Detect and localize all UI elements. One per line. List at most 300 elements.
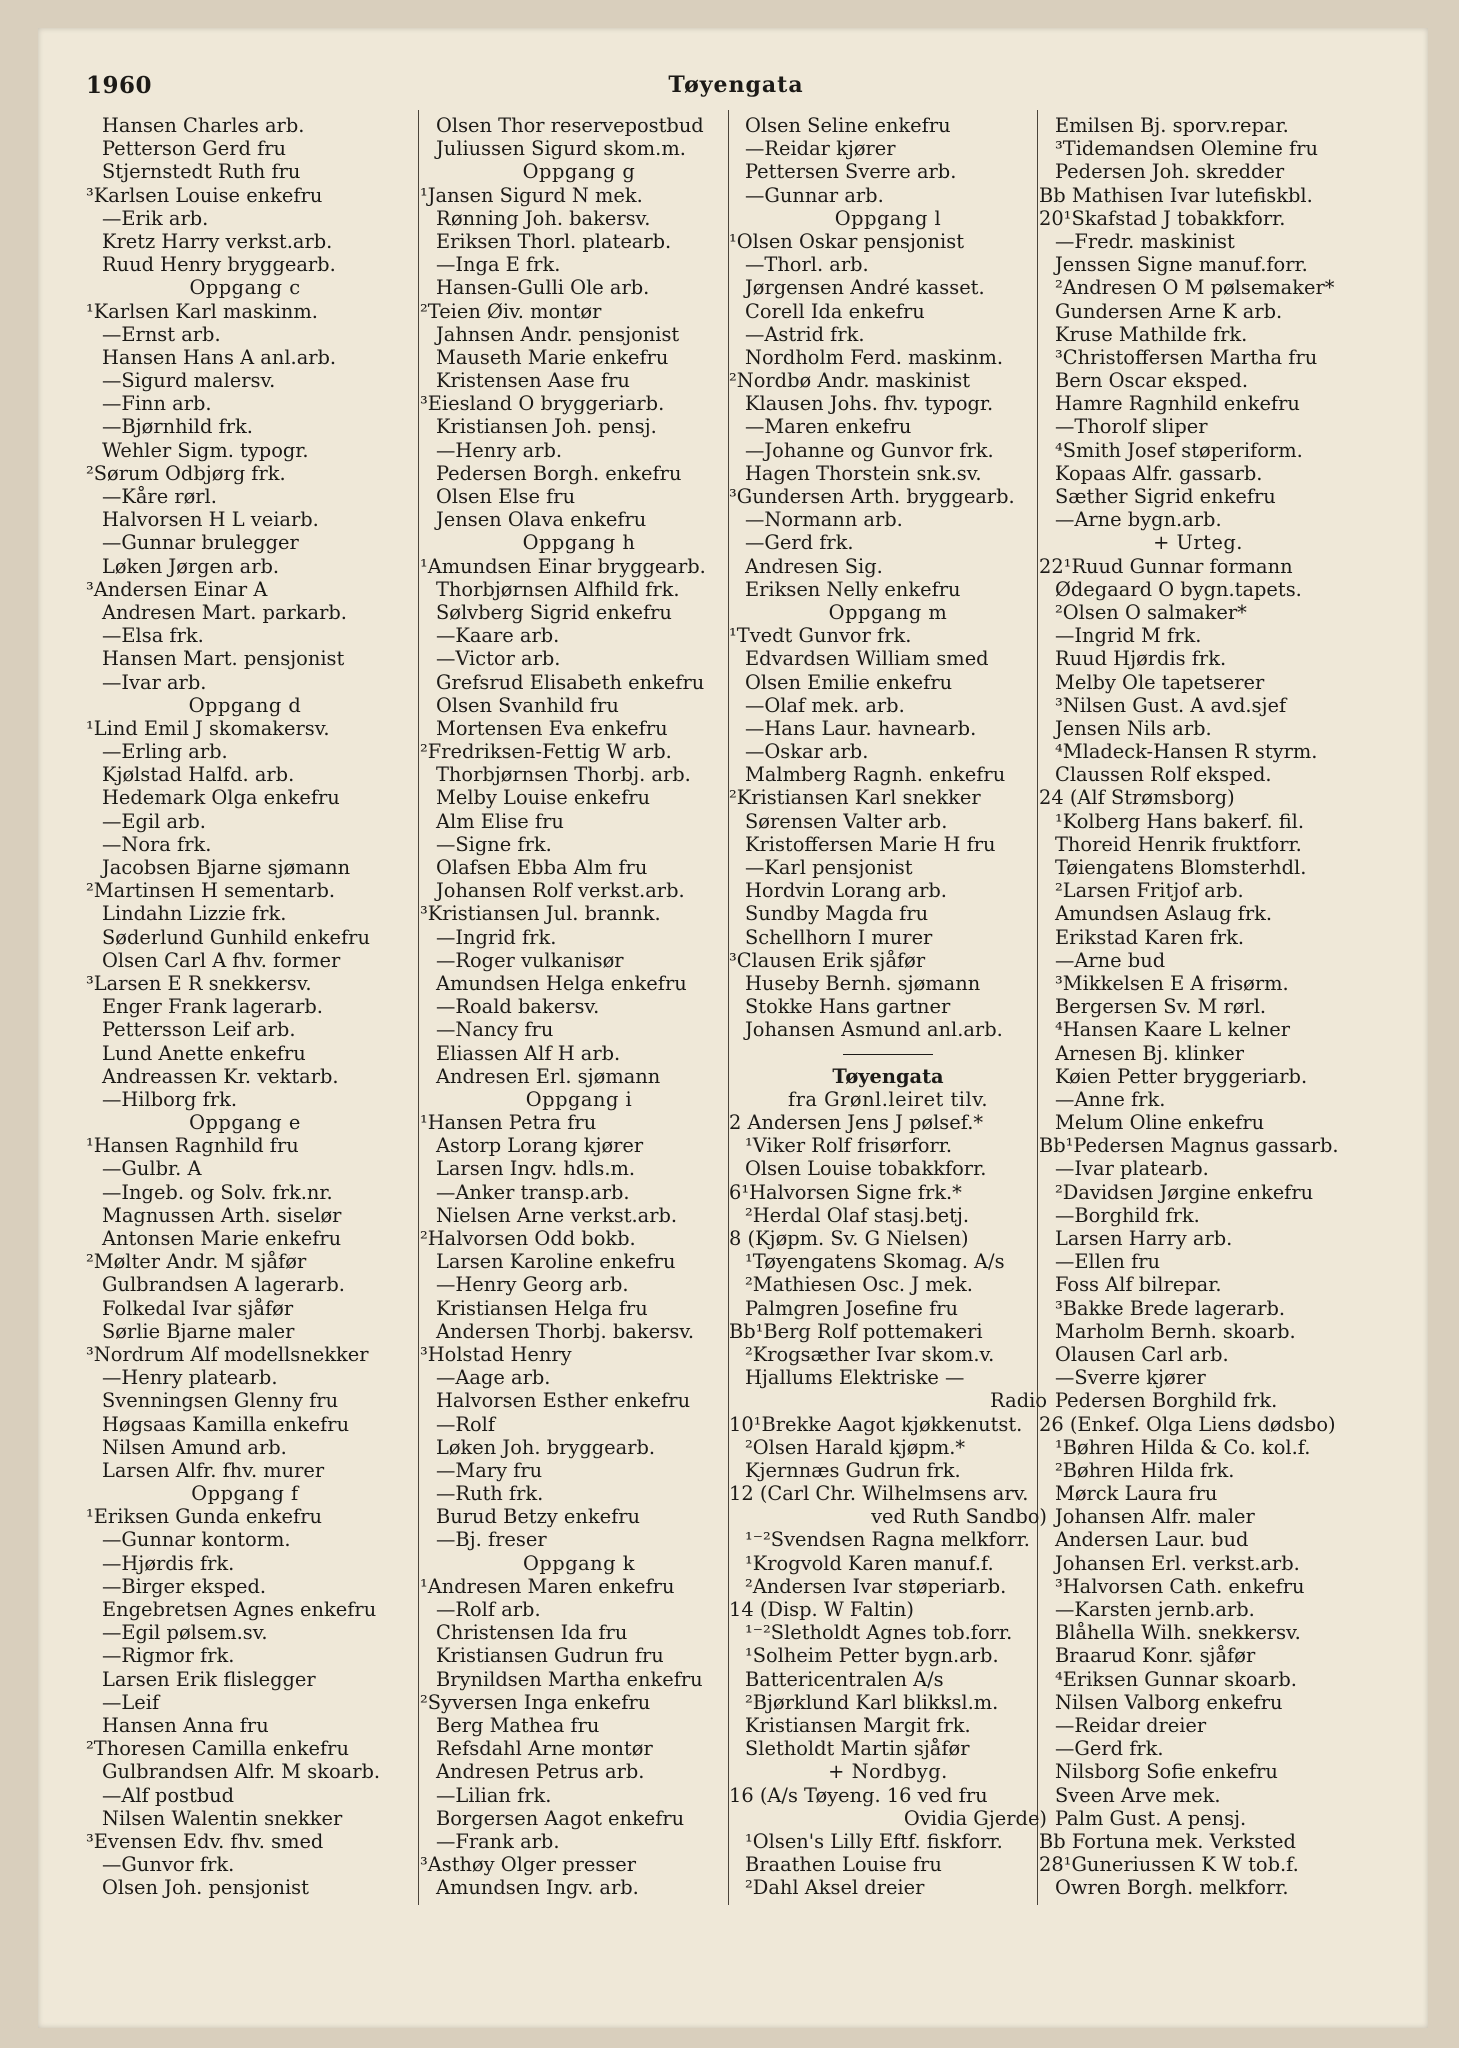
directory-entry: Køien Petter bryggeriarb. (1055, 1064, 1308, 1088)
directory-entry: ¹⁻²Sletholdt Agnes tob.forr. (745, 1621, 1013, 1645)
directory-entry: —Oskar arb. (745, 740, 869, 764)
directory-entry: Olsen Joh. pensjonist (102, 1876, 309, 1900)
directory-entry: ³Nordrum Alf modellsnekker (86, 1342, 369, 1366)
section-heading: Oppgang m (828, 600, 948, 624)
directory-entry: Ødegaard O bygn.tapets. (1055, 577, 1302, 601)
directory-entry: Thorbjørnsen Thorbj. arb. (436, 763, 691, 787)
directory-entry: Olsen Carl A fhv. former (102, 948, 341, 972)
directory-entry: ²Larsen Fritjof arb. (1055, 879, 1244, 903)
directory-entry: ¹Olsen's Lilly Eftf. fiskforr. (745, 1829, 1003, 1853)
directory-entry: Jenssen Signe manuf.forr. (1055, 253, 1308, 277)
directory-entry: Amundsen Aslaug frk. (1055, 902, 1272, 926)
directory-entry: Pettersen Sverre arb. (745, 160, 957, 184)
section-heading: + Nordbyg. (828, 1760, 948, 1784)
directory-entry: ⁴Mladeck-Hansen R styrm. (1055, 740, 1318, 764)
directory-entry: Owren Borgh. melkforr. (1055, 1876, 1289, 1900)
directory-entry: Johansen Alfr. maler (1055, 1505, 1255, 1529)
directory-entry: Christensen Ida fru (436, 1621, 628, 1645)
directory-entry: Berg Mathea fru (436, 1713, 600, 1737)
directory-entry: Folkedal Ivar sjåfør (102, 1296, 294, 1320)
directory-entry: ¹Solheim Petter bygn.arb. (745, 1644, 999, 1668)
directory-entry: 10¹Brekke Aagot kjøkkenutst. (729, 1412, 1023, 1436)
directory-entry: —Ivar arb. (102, 670, 207, 694)
directory-entry: 24 (Alf Strømsborg) (1039, 786, 1235, 810)
directory-entry: ²Andresen O M pølsemaker* (1055, 276, 1335, 300)
directory-entry: —Rolf (436, 1412, 496, 1436)
directory-entry: Sletholdt Martin sjåfør (745, 1737, 970, 1761)
directory-entry: ²Martinsen H sementarb. (86, 879, 336, 903)
directory-entry: Høgsaas Kamilla enkefru (102, 1412, 350, 1436)
directory-entry: Klausen Johs. fhv. typogr. (745, 392, 994, 416)
directory-entry: Sølvberg Sigrid enkefru (436, 600, 672, 624)
directory-entry: Kruse Mathilde frk. (1055, 322, 1248, 346)
directory-entry: Melum Oline enkefru (1055, 1111, 1265, 1135)
section-heading: Oppgang l (834, 206, 942, 230)
directory-entry: ¹Karlsen Karl maskinm. (86, 299, 318, 323)
directory-entry: ¹Hansen Ragnhild fru (86, 1134, 299, 1158)
directory-entry: 26 (Enkef. Olga Liens dødsbo) (1039, 1412, 1336, 1436)
directory-entry: ²Olsen O salmaker* (1055, 600, 1247, 624)
directory-entry: Kjernnæs Gudrun frk. (745, 1458, 961, 1482)
directory-entry: 6¹Halvorsen Signe frk.* (729, 1180, 962, 1204)
directory-entry: 16 (A/s Tøyeng. 16 ved fru (729, 1783, 988, 1807)
directory-entry: —Frank arb. (436, 1829, 560, 1853)
directory-entry: —Egil arb. (102, 809, 206, 833)
directory-entry: ¹Hansen Petra fru (420, 1111, 597, 1135)
directory-entry: Andresen Erl. sjømann (436, 1064, 661, 1088)
directory-entry: Mauseth Marie enkefru (436, 345, 669, 369)
directory-entry: Radio (990, 1389, 1047, 1413)
directory-entry: Engebretsen Agnes enkefru (102, 1598, 377, 1621)
directory-entry: —Rigmor frk. (102, 1644, 235, 1668)
directory-entry: —Bj. freser (436, 1528, 547, 1552)
directory-entry: Marholm Bernh. skoarb. (1055, 1319, 1296, 1343)
section-heading: Oppgang i (525, 1087, 633, 1111)
directory-entry: —Henry Georg arb. (436, 1273, 629, 1297)
directory-entry: ³Kristiansen Jul. brannk. (420, 902, 661, 926)
directory-entry: Sundby Magda fru (745, 902, 929, 926)
directory-entry: Pedersen Borgh. enkefru (436, 461, 682, 485)
directory-entry: ¹Kolberg Hans bakerf. fil. (1055, 809, 1305, 833)
directory-entry: Eriksen Nelly enkefru (745, 577, 961, 601)
directory-entry: —Arne bygn.arb. (1055, 508, 1222, 532)
directory-entry: Amundsen Ingv. arb. (436, 1876, 639, 1900)
directory-entry: Melby Ole tapetserer (1055, 670, 1265, 694)
directory-entry: Nilsen Valborg enkefru (1055, 1690, 1283, 1714)
directory-entry: 20¹Skafstad J tobakkforr. (1039, 206, 1286, 230)
directory-entry: —Lilian frk. (436, 1783, 552, 1807)
directory-entry: Nilsborg Sofie enkefru (1055, 1760, 1278, 1784)
directory-entry: 8 (Kjøpm. Sv. G Nielsen) (729, 1227, 969, 1250)
directory-entry: Thorbjørnsen Alfhild frk. (436, 577, 680, 601)
directory-entry: Mortensen Eva enkefru (436, 716, 668, 740)
directory-entry: Mørck Laura fru (1055, 1482, 1218, 1506)
directory-entry: Olafsen Ebba Alm fru (436, 856, 648, 879)
directory-entry: Kopaas Alfr. gassarb. (1055, 461, 1263, 485)
directory-entry: Alm Elise fru (436, 809, 564, 833)
directory-entry: —Ellen fru (1055, 1250, 1161, 1274)
directory-entry: Hansen-Gulli Ole arb. (436, 276, 650, 300)
directory-entry: ⁴Hansen Kaare L kelner (1055, 1018, 1291, 1042)
column-rule (418, 110, 419, 1905)
directory-entry: Sørensen Valter arb. (745, 809, 948, 833)
column-2 (420, 114, 738, 1914)
directory-entry: Olausen Carl arb. (1055, 1342, 1229, 1366)
directory-entry: Battericentralen A/s (745, 1667, 944, 1691)
directory-entry: Hjallums Elektriske — (745, 1366, 965, 1390)
directory-entry: ²Teien Øiv. montør (420, 299, 602, 323)
directory-entry: —Rolf arb. (436, 1598, 541, 1621)
directory-entry: Søderlund Gunhild enkefru (102, 925, 370, 949)
directory-entry: Juliussen Sigurd skom.m. (436, 137, 686, 161)
section-heading: Oppgang d (188, 693, 302, 717)
directory-entry: Kristiansen Helga fru (436, 1296, 648, 1320)
directory-entry: Gulbrandsen A lagerarb. (102, 1273, 345, 1297)
directory-entry: ¹Andresen Maren enkefru (420, 1574, 675, 1598)
directory-entry: Burud Betzy enkefru (436, 1505, 641, 1529)
directory-entry: Løken Jørgen arb. (102, 554, 280, 578)
directory-entry: ²Syversen Inga enkefru (420, 1690, 651, 1714)
directory-entry: —Sigurd malersv. (102, 369, 276, 393)
column-1 (86, 114, 404, 1914)
directory-entry: —Astrid frk. (745, 322, 865, 346)
directory-entry: ¹Tøyengatens Skomag. A/s (745, 1250, 1005, 1274)
directory-entry: —Inga E frk. (436, 253, 561, 277)
directory-entry: —Olaf mek. arb. (745, 693, 905, 717)
directory-entry: Larsen Erik flislegger (102, 1667, 316, 1691)
directory-entry: ²Nordbø Andr. maskinist (729, 369, 970, 393)
directory-entry: —Thorolf sliper (1055, 415, 1208, 439)
directory-entry: Gulbrandsen Alfr. M skoarb. (102, 1760, 381, 1784)
directory-entry: Bb¹Pedersen Magnus gassarb. (1039, 1134, 1339, 1158)
directory-entry: —Ingrid M frk. (1055, 624, 1202, 648)
directory-entry: Antonsen Marie enkefru (102, 1227, 342, 1250)
page-header (86, 44, 1386, 99)
directory-entry: ²Halvorsen Odd bokb. (420, 1227, 636, 1250)
directory-entry: Astorp Lorang kjører (436, 1134, 644, 1158)
directory-entry: ¹Lind Emil J skomakersv. (86, 716, 330, 740)
directory-entry: Petterson Gerd fru (102, 137, 287, 161)
directory-entry: —Hans Laur. havnearb. (745, 716, 977, 740)
directory-entry: —Johanne og Gunvor frk. (745, 438, 994, 462)
directory-entry: 12 (Carl Chr. Wilhelmsens arv. (729, 1482, 1029, 1506)
directory-entry: 22¹Ruud Gunnar formann (1039, 554, 1293, 578)
directory-entry: —Elsa frk. (102, 624, 204, 648)
section-heading: + Urteg. (1153, 531, 1243, 555)
directory-entry: Stokke Hans gartner (745, 995, 951, 1019)
directory-entry: Nilsen Amund arb. (102, 1435, 287, 1459)
directory-entry: Larsen Harry arb. (1055, 1227, 1233, 1250)
directory-entry: Eliassen Alf H arb. (436, 1041, 621, 1065)
directory-entry: —Bjørnhild frk. (102, 415, 253, 439)
directory-entry: —Reidar dreier (1055, 1713, 1207, 1737)
directory-entry: —Maren enkefru (745, 415, 912, 439)
directory-entry: Ruud Hjørdis frk. (1055, 647, 1227, 671)
directory-entry: Andresen Petrus arb. (436, 1760, 645, 1784)
directory-entry: Blåhella Wilh. snekkersv. (1055, 1621, 1301, 1645)
directory-entry: Jensen Nils arb. (1055, 716, 1212, 740)
directory-entry: —Thorl. arb. (745, 253, 869, 277)
directory-entry: Hansen Anna fru (102, 1713, 269, 1737)
directory-entry: Olsen Seline enkefru (745, 114, 951, 137)
directory-entry: ³Evensen Edv. fhv. smed (86, 1829, 324, 1853)
page-number: 1960 (86, 72, 153, 99)
directory-entry: —Leif (102, 1690, 160, 1714)
directory-entry: ¹Tvedt Gunvor frk. (729, 624, 912, 648)
directory-entry: Lindahn Lizzie frk. (102, 902, 287, 926)
directory-entry: Kristensen Aase fru (436, 369, 630, 393)
directory-entry: —Gunnar arb. (745, 183, 884, 207)
directory-entry: Tøiengatens Blomsterhdl. (1055, 856, 1307, 879)
directory-entry: Bergersen Sv. M rørl. (1055, 995, 1267, 1019)
directory-entry: —Victor arb. (436, 647, 561, 671)
directory-entry: —Ingeb. og Solv. frk.nr. (102, 1180, 333, 1204)
directory-entry: Olsen Thor reservepostbud (436, 114, 704, 137)
directory-entry: Svenningsen Glenny fru (102, 1389, 339, 1413)
directory-entry: Ruud Henry bryggearb. (102, 253, 336, 277)
directory-entry: Lund Anette enkefru (102, 1041, 306, 1065)
directory-entry: Hansen Mart. pensjonist (102, 647, 345, 671)
directory-entry: Bb Fortuna mek. Verksted (1039, 1829, 1296, 1853)
directory-entry: ⁴Smith Josef støperiform. (1055, 438, 1303, 462)
directory-entry: ³Bakke Brede lagerarb. (1055, 1296, 1286, 1320)
directory-entry: —Gunnar brulegger (102, 531, 299, 555)
directory-entry: ³Christoffersen Martha fru (1055, 345, 1318, 369)
directory-entry: Wehler Sigm. typogr. (102, 438, 309, 462)
directory-entry: ¹Bøhren Hilda & Co. kol.f. (1055, 1435, 1311, 1459)
directory-entry: —Egil pølsem.sv. (102, 1621, 268, 1645)
directory-entry: ¹Viker Rolf frisørforr. (745, 1134, 953, 1158)
directory-entry: Melby Louise enkefru (436, 786, 651, 810)
directory-entry: Nielsen Arne verkst.arb. (436, 1203, 678, 1227)
directory-entry: Larsen Karoline enkefru (436, 1250, 676, 1274)
directory-entry: ¹Eriksen Gunda enkefru (86, 1505, 322, 1529)
directory-entry: —Reidar kjører (745, 137, 896, 161)
section-heading: Oppgang h (522, 531, 636, 555)
directory-entry: ¹Jansen Sigurd N mek. (420, 183, 643, 207)
directory-entry: —Anker transp.arb. (436, 1180, 630, 1204)
directory-entry: Gundersen Arne K arb. (1055, 299, 1283, 323)
directory-entry: —Ernst arb. (102, 322, 221, 346)
directory-entry: —Karsten jernb.arb. (1055, 1598, 1255, 1621)
directory-entry: 28¹Guneriussen K W tob.f. (1039, 1853, 1299, 1877)
directory-entry: Olsen Svanhild fru (436, 693, 619, 717)
directory-entry: Jørgensen André kasset. (745, 276, 985, 300)
directory-entry: —Aage arb. (436, 1366, 551, 1390)
section-heading: Tøyengata (832, 1064, 944, 1088)
directory-entry: Foss Alf bilrepar. (1055, 1273, 1222, 1297)
directory-entry: Andersen Laur. bud (1055, 1528, 1249, 1552)
section-divider (729, 1042, 1047, 1065)
directory-entry: ²Mølter Andr. M sjåfør (86, 1250, 307, 1274)
directory-entry: Hansen Charles arb. (102, 114, 305, 137)
directory-entry: ³Gundersen Arth. bryggearb. (729, 485, 1015, 508)
directory-entry: —Gunvor frk. (102, 1853, 235, 1877)
directory-entry: Hordvin Lorang arb. (745, 879, 947, 903)
directory-entry: Eriksen Thorl. platearb. (436, 229, 672, 253)
directory-entry: —Karl pensjonist (745, 856, 913, 879)
directory-entry: Braathen Louise fru (745, 1853, 942, 1877)
directory-entry: Thoreid Henrik fruktforr. (1055, 832, 1302, 856)
directory-entry: ²Herdal Olaf stasj.betj. (745, 1203, 970, 1227)
directory-entry: Braarud Konr. sjåfør (1055, 1644, 1256, 1668)
directory-entry: Kristoffersen Marie H fru (745, 832, 996, 856)
directory-entry: Pedersen Borghild frk. (1055, 1389, 1278, 1413)
section-heading: Oppgang k (522, 1551, 635, 1575)
directory-entry: Malmberg Ragnh. enkefru (745, 763, 1006, 787)
directory-entry: Edvardsen William smed (745, 647, 989, 671)
directory-entry: Kristiansen Gudrun fru (436, 1644, 664, 1668)
directory-entry: —Finn arb. (102, 392, 212, 416)
directory-entry: ¹Olsen Oskar pensjonist (729, 229, 964, 253)
directory-entry: Kristiansen Margit frk. (745, 1713, 971, 1737)
directory-entry: ²Thoresen Camilla enkefru (86, 1737, 349, 1761)
directory-entry: ²Sørum Odbjørg frk. (86, 461, 286, 485)
directory-entry: —Hjørdis frk. (102, 1551, 235, 1575)
section-heading: Oppgang f (191, 1482, 299, 1506)
directory-entry: —Borghild frk. (1055, 1203, 1200, 1227)
directory-entry: Bb¹Berg Rolf pottemakeri (729, 1319, 983, 1343)
directory-entry: —Nancy fru (436, 1018, 554, 1042)
directory-entry: ²Dahl Aksel dreier (745, 1876, 925, 1900)
directory-entry: —Gerd frk. (745, 531, 854, 555)
directory-entry: ³Mikkelsen E A frisørm. (1055, 971, 1289, 995)
directory-entry: Palmgren Josefine fru (745, 1296, 959, 1320)
directory-entry: Nordholm Ferd. maskinm. (745, 345, 1004, 369)
directory-entry: Olsen Louise tobakkforr. (745, 1157, 987, 1181)
directory-entry: Huseby Bernh. sjømann (745, 971, 981, 995)
directory-entry: ³Tidemandsen Olemine fru (1055, 137, 1318, 161)
directory-entry: Johansen Erl. verkst.arb. (1055, 1551, 1300, 1575)
directory-entry: Halvorsen Esther enkefru (436, 1389, 691, 1413)
running-title: Tøyengata (668, 72, 804, 98)
directory-entry: —Birger eksped. (102, 1574, 267, 1598)
directory-entry: —Gulbr. A (102, 1157, 202, 1181)
directory-entry: Grefsrud Elisabeth enkefru (436, 670, 705, 694)
directory-entry: Schellhorn I murer (745, 925, 933, 949)
directory-entry: ³Eiesland O bryggeriarb. (420, 392, 665, 416)
directory-entry: —Gerd frk. (1055, 1737, 1164, 1761)
directory-entry: Refsdahl Arne montør (436, 1737, 653, 1761)
directory-entry: Andresen Sig. (745, 554, 883, 578)
directory-entry: —Ingrid frk. (436, 925, 557, 949)
directory-entry: ²Andersen Ivar støperiarb. (745, 1574, 1007, 1598)
directory-entry: Hagen Thorstein snk.sv. (745, 461, 982, 485)
directory-entry: ²Kristiansen Karl snekker (729, 786, 981, 810)
section-heading: Oppgang g (522, 160, 636, 184)
directory-entry: 14 (Disp. W Faltin) (729, 1598, 914, 1621)
directory-entry: Kristiansen Joh. pensj. (436, 415, 657, 439)
directory-entry: Jensen Olava enkefru (436, 508, 647, 532)
directory-entry: —Erling arb. (102, 740, 228, 764)
directory-entry: 2 Andersen Jens J pølsef.* (729, 1111, 984, 1135)
directory-entry: Erikstad Karen frk. (1055, 925, 1245, 949)
directory-entry: —Ivar platearb. (1055, 1157, 1209, 1181)
directory-entry: ved Ruth Sandbo) (871, 1505, 1047, 1529)
directory-entry: ¹⁻²Svendsen Ragna melkforr. (745, 1528, 1030, 1552)
directory-entry: ¹Amundsen Einar bryggearb. (420, 554, 706, 578)
directory-entry: ²Mathiesen Osc. J mek. (745, 1273, 973, 1297)
directory-entry: —Henry arb. (436, 438, 563, 462)
directory-entry: Sveen Arve mek. (1055, 1783, 1221, 1807)
directory-entry: Kjølstad Halfd. arb. (102, 763, 295, 787)
directory-entry: —Alf postbud (102, 1783, 235, 1807)
directory-entry: Stjernstedt Ruth fru (102, 160, 301, 184)
column-3 (729, 114, 1047, 1914)
directory-entry: Johansen Asmund anl.arb. (745, 1018, 1003, 1042)
directory-entry: Larsen Alfr. fhv. murer (102, 1458, 325, 1482)
directory-entry: Sæther Sigrid enkefru (1055, 485, 1276, 508)
directory-entry: Olsen Else fru (436, 485, 576, 508)
directory-entry: ³Holstad Henry (420, 1342, 572, 1366)
directory-entry: ²Fredriksen-Fettig W arb. (420, 740, 672, 764)
directory-entry: Emilsen Bj. sporv.repar. (1055, 114, 1289, 137)
directory-entry: —Normann arb. (745, 508, 903, 532)
directory-entry: Andresen Mart. parkarb. (102, 600, 347, 624)
directory-entry: Sørlie Bjarne maler (102, 1319, 295, 1343)
directory-entry: Pedersen Joh. skredder (1055, 160, 1285, 184)
directory-entry: ²Bøhren Hilda frk. (1055, 1458, 1235, 1482)
directory-entry: ³Andersen Einar A (86, 577, 268, 601)
directory-entry: ²Olsen Harald kjøpm.* (745, 1435, 966, 1459)
directory-entry: —Roger vulkanisør (436, 948, 624, 972)
directory-entry: ³Nilsen Gust. A avd.sjef (1055, 693, 1287, 717)
directory-entry: ²Davidsen Jørgine enkefru (1055, 1180, 1314, 1204)
directory-entry: —Arne bud (1055, 948, 1166, 972)
directory-entry: ³Clausen Erik sjåfør (729, 948, 926, 972)
directory-entry: —Erik arb. (102, 206, 209, 230)
directory-entry: Rønning Joh. bakersv. (436, 206, 651, 230)
directory-entry: ³Larsen E R snekkersv. (86, 971, 312, 995)
directory-entry: Arnesen Bj. klinker (1055, 1041, 1245, 1065)
directory-entry: Andreassen Kr. vektarb. (102, 1064, 339, 1088)
directory-entry: ³Asthøy Olger presser (420, 1853, 637, 1877)
directory-entry: Claussen Rolf eksped. (1055, 763, 1272, 787)
directory-entry: —Gunnar kontorm. (102, 1528, 291, 1552)
directory-entry: Hansen Hans A anl.arb. (102, 345, 337, 369)
directory-entry: —Fredr. maskinist (1055, 229, 1235, 253)
directory-entry: Bb Mathisen Ivar lutefiskbl. (1039, 183, 1313, 207)
directory-entry: Andersen Thorbj. bakersv. (436, 1319, 695, 1343)
column-4 (1039, 114, 1357, 1914)
directory-entry: Borgersen Aagot enkefru (436, 1806, 685, 1830)
directory-entry: Johansen Rolf verkst.arb. (436, 879, 685, 903)
directory-entry: Larsen Ingv. hdls.m. (436, 1157, 636, 1181)
directory-entry: —Mary fru (436, 1458, 543, 1482)
directory-entry: Jahnsen Andr. pensjonist (436, 322, 680, 346)
directory-entry: —Hilborg frk. (102, 1087, 237, 1111)
directory-entry: ³Karlsen Louise enkefru (86, 183, 323, 207)
section-heading: fra Grønl.leiret tilv. (787, 1087, 989, 1111)
directory-entry: —Roald bakersv. (436, 995, 600, 1019)
directory-entry: ³Halvorsen Cath. enkefru (1055, 1574, 1305, 1598)
directory-entry: Hamre Ragnhild enkefru (1055, 392, 1300, 416)
directory-entry: —Sverre kjører (1055, 1366, 1206, 1390)
directory-entry: Løken Joh. bryggearb. (436, 1435, 656, 1459)
directory-entry: Magnussen Arth. siselør (102, 1203, 342, 1227)
directory-entry: Palm Gust. A pensj. (1055, 1806, 1247, 1830)
directory-entry: —Henry platearb. (102, 1366, 278, 1390)
directory-entry: Bern Oscar eksped. (1055, 369, 1248, 393)
directory-entry: —Signe frk. (436, 832, 552, 856)
section-heading: Oppgang e (189, 1111, 301, 1135)
directory-entry: —Nora frk. (102, 832, 212, 856)
directory-entry: Jacobsen Bjarne sjømann (102, 856, 351, 879)
directory-entry: Ovidia Gjerde) (903, 1806, 1047, 1830)
directory-entry: ²Krogsæther Ivar skom.v. (745, 1342, 995, 1366)
directory-entry: Olsen Emilie enkefru (745, 670, 953, 694)
directory-entry: —Kaare arb. (436, 624, 560, 648)
